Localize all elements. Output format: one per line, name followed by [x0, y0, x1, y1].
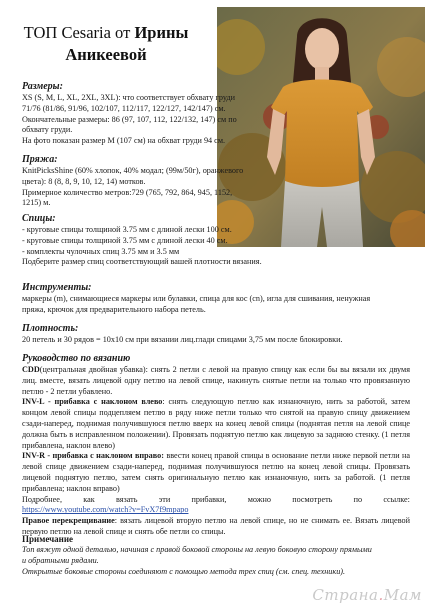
section-yarn: [22, 153, 282, 209]
yarn-heading: Пряжа:: [22, 154, 58, 165]
needles-line: Подберите размер спиц соответствующий вашей плотности вязания.: [22, 257, 262, 267]
video-word: посмотреть: [292, 494, 333, 504]
watermark-dot-icon: .: [378, 586, 384, 604]
watermark-right: Мам: [383, 586, 422, 604]
section-needles: [22, 212, 322, 268]
cdd-text: (центральная двойная убавка): снять 2 петли с левой на правую спицу как если бы вы вязали их двумя лиц. вместе, вязать лицевой одну петлю на левой спице, накинуть снятые петли на только что провязанную петлю - 2 петли убавлено.: [22, 365, 410, 396]
invr-text: ввести конец правой спицы в основание петли ниже первой петли на левой спице движением сзади-наперед, поднимая получившуюся петлю на конец левой спицы. Провязать лицевой поднятую петлю, затем снять оригинальную петлю как изнаночную, нить за работой. (1 петля прибавлена; наклон вправо): [22, 451, 410, 493]
cdd-paragraph: [22, 365, 410, 397]
gauge-line: 20 петель и 30 рядов = 10x10 см при вязании лиц.глади спицами 3,75 мм после блокировки.: [22, 335, 343, 344]
video-word: эти: [158, 494, 171, 504]
section-note: [22, 533, 414, 577]
site-watermark: [312, 586, 422, 604]
tools-heading: Инструменты:: [22, 282, 92, 293]
yarn-line: KnitPicksShine (60% хлопок, 40% модал; (99м/50г), оранжевого: [22, 166, 244, 175]
yarn-line: 1215) м.: [22, 198, 51, 208]
video-link-line: [22, 505, 410, 516]
sizes-heading: Размеры:: [22, 81, 63, 92]
needles-heading: Спицы:: [22, 213, 56, 224]
section-sizes: [22, 80, 282, 147]
cross-text: : вязать лицевой вторую петлю на левой спице, но не снимать ее. Вязать лицевой первую петлю на левой спице и снять обе петли со спицы.: [22, 516, 410, 536]
cdd-term: CDD: [22, 365, 40, 374]
invl-paragraph: [22, 397, 410, 451]
tools-line: пряжа, крючок для предварительного набора петель.: [22, 304, 206, 314]
video-line: [22, 495, 410, 506]
video-word: прибавки,: [191, 494, 227, 504]
video-word: ссылке:: [383, 494, 410, 504]
video-word: можно: [247, 494, 271, 504]
video-word: как: [83, 494, 95, 504]
tools-line: маркеры (m), снимающиеся маркеры или булавки, спица для кос (cn), игла для сшивания, ненужная: [22, 294, 371, 303]
sizes-line: 71/76 (81/86, 91/96, 102/107, 112/117, 122/127, 142/147) см.: [22, 103, 226, 113]
cross-term: Правое перекрещивание: [22, 516, 115, 526]
invl-text: : снять следующую петлю как изнаночную, нить за работой, затем концом левой спицы подцепляем петлю в ряду ниже петли только что снятой на правую спицу движением сзади-наперед, поднимая получившуюся петлю вверх на конец левой спицы (поднятая петля на левой спице должна быть в исправленном положении). Провязать поднятую петлю как лицевую за заднюю стенку. (1 петля прибавлена, наклон влево): [22, 397, 410, 450]
title-prefix: ТОП Cesaria от: [23, 23, 135, 42]
sizes-line: XS (S, M, L, XL, 2XL, 3XL): что соответствует обхвату груди: [22, 93, 236, 102]
note-line: и обратными рядами.: [22, 555, 99, 565]
invl-term: INV-L - прибавка с наклоном влево: [22, 397, 163, 407]
sizes-line: Окончательные размеры: 86 (97, 107, 112, 122/132, 147) см по: [22, 114, 237, 124]
watermark-left: Страна: [312, 586, 379, 604]
invr-term: INV-R - прибавка с наклоном вправо:: [22, 451, 164, 461]
yarn-line: Примерное количество метров:729 (765, 792, 864, 945, 1152,: [22, 187, 233, 197]
sizes-line: На фото показан размер М (107 см) на обхват груди 94 см.: [22, 136, 226, 146]
note-heading: Примечание: [22, 534, 74, 544]
section-guide: [22, 352, 410, 538]
video-word: вязать: [116, 494, 138, 504]
yarn-line: цвета): 8 (8, 8, 9, 10, 12, 14) мотков.: [22, 176, 146, 186]
title-line-2: Аникеевой: [65, 45, 147, 64]
needles-line: - комплекты чулочных спиц 3.75 мм и 3.5 мм: [22, 246, 180, 256]
video-prefix: Подробнее,: [22, 494, 62, 504]
note-line: Топ вяжут одной деталью, начиная с правой боковой стороны на левую боковую сторону прямыми: [22, 545, 372, 554]
title-line-1: [0, 22, 212, 44]
section-tools: [22, 281, 412, 316]
sizes-line: обхвату груди.: [22, 125, 73, 135]
needles-line: - круговые спицы толщиной 3.75 мм с длиной лески 40 см.: [22, 235, 228, 245]
youtube-link[interactable]: https://www.youtube.com/watch?v=FvX7f9mpapo: [22, 505, 189, 515]
document-title: [0, 22, 212, 66]
needles-line: - круговые спицы толщиной 3.75 мм с длиной лески 100 см.: [22, 225, 232, 234]
video-word: по: [353, 494, 363, 504]
note-line: Открытые боковые стороны соединяют с помощью метода трех спиц (см. спец. техники).: [22, 566, 346, 576]
invr-paragraph: [22, 451, 410, 494]
title-author-first: Ирины: [134, 23, 189, 42]
gauge-heading: Плотность:: [22, 323, 79, 334]
guide-heading: Руководство по вязанию: [22, 353, 131, 364]
section-gauge: [22, 322, 412, 346]
